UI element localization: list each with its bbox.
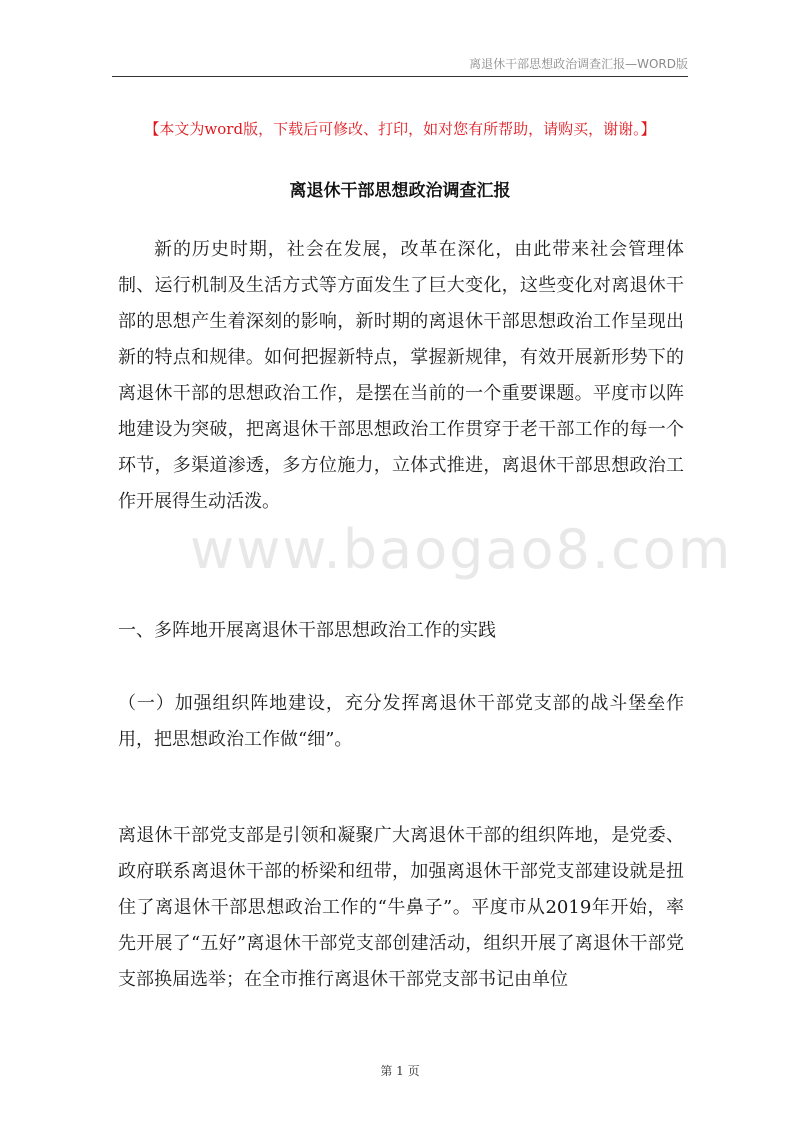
intro-paragraph: 新的历史时期，社会在发展，改革在深化，由此带来社会管理体制、运行机制及生活方式等方面发生了巨大变化，这些变化对离退休干部的思想产生着深刻的影响，新时期的离退休干部思想政治工作呈现出新的特点和规律。如何把握新特点，掌握新规律，有效开展新形势下的离退休干部的思想政治工作，是摆在当前的一个重要课题。平度市以阵地建设为突破，把离退休干部思想政治工作贯穿于老干部工作的每一个环节，多渠道渗透，多方位施力，立体式推进，离退休干部思想政治工作开展得生动活泼。 <box>118 239 684 512</box>
section-heading: 一、多阵地开展离退休干部思想政治工作的实践 <box>118 620 496 641</box>
body-paragraph: 离退休干部党支部是引领和凝聚广大离退休干部的组织阵地，是党委、政府联系离退休干部的桥梁和纽带，加强离退休干部党支部建设就是扭住了离退休干部思想政治工作的“牛鼻子”。平度市从2019年开始，率先开展了“五好”离退休干部党支部创建活动，组织开展了离退休干部党支部换届选举；在全市推行离退休干部党支部书记由单位 <box>118 825 684 990</box>
running-header: 离退休干部思想政治调查汇报—WORD版 <box>469 57 688 71</box>
header-divider <box>112 76 688 77</box>
subsection-heading: （一）加强组织阵地建设，充分发挥离退休干部党支部的战斗堡垒作用，把思想政治工作做“细”。 <box>118 693 684 750</box>
purchase-notice: 【本文为word版，下载后可修改、打印，如对您有所帮助，请购买，谢谢。】 <box>144 120 656 138</box>
page-number: 第 1 页 <box>380 1064 420 1078</box>
watermark: www.baogao8.com <box>190 518 733 581</box>
document-title: 离退休干部思想政治调查汇报 <box>289 181 511 201</box>
